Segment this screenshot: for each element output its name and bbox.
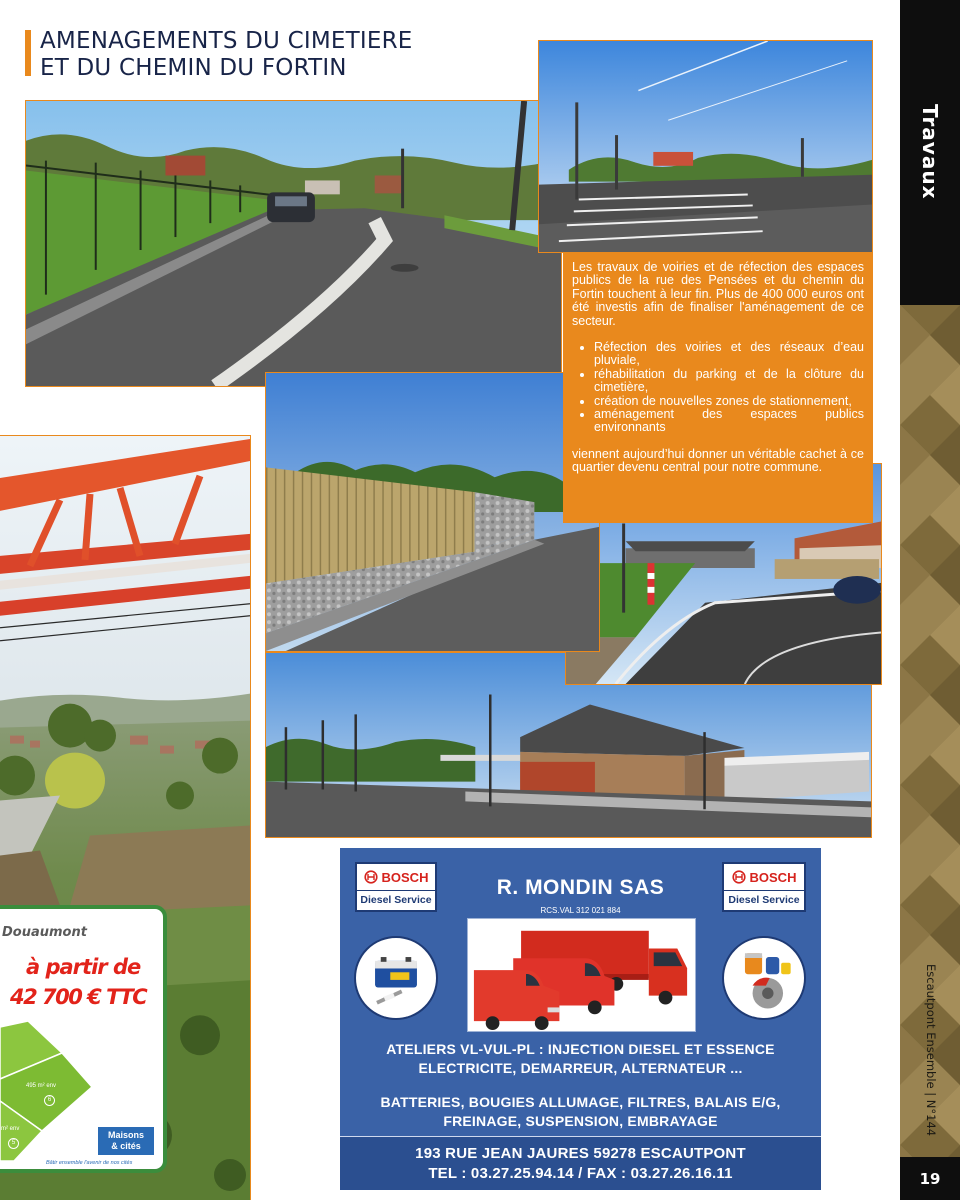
article-bullet: • Réfection des voiries et des réseaux d’eau pluviale, [594, 341, 864, 368]
plot-area: 495 m² env [26, 1083, 57, 1089]
article-bullet: • aménagement des espaces publics environnants [594, 408, 864, 435]
contact-band [340, 1136, 821, 1190]
page-number: 19 [900, 1157, 960, 1200]
housing-promo-card [0, 905, 167, 1173]
section-label: Travaux [918, 104, 942, 200]
article-bullet-list [572, 341, 864, 435]
products-line-2: FREINAGE, SUSPENSION, EMBRAYAGE [443, 1113, 718, 1129]
company-address: 193 RUE JEAN JAURES 59278 ESCAUTPONT [415, 1145, 746, 1162]
products-line-1: BATTERIES, BOUGIES ALLUMAGE, FILTRES, BALAIS E/G, [380, 1094, 781, 1110]
services-line-2: ELECTRICITE, DEMARREUR, ALTERNATEUR ... [418, 1060, 743, 1076]
logo-line-1: Maisons [107, 1130, 144, 1140]
publication-label: Escautpont Ensemble | N°144 [924, 964, 938, 1137]
spark-plug-icon [377, 991, 402, 1002]
photo-chemin-road [25, 100, 562, 387]
battery-circle [354, 936, 438, 1020]
plot-area: m² env [1, 1126, 20, 1132]
plot-number: 6 [44, 1095, 55, 1106]
article-intro: Les travaux de voiries et de réfection des espaces publics de la rue des Pensées et du chemin du Fortin touchent à leur fin. Plus de 400 000 euros ont été investis afin de finaliser l'aménagement de ce secteur. [572, 260, 864, 328]
promo-price: 42 700 € TTC [10, 985, 147, 1009]
title-accent-bar [25, 30, 31, 76]
vehicles-image [467, 918, 696, 1032]
article-text-box [563, 253, 873, 523]
battery-icon [375, 957, 417, 987]
brake-disc-icon [753, 978, 783, 1009]
bosch-brand-text: BOSCH [749, 869, 797, 885]
logo-line-2: & cités [111, 1141, 141, 1151]
photo-gabion-fence [265, 372, 600, 652]
plot-number: 5 [8, 1138, 19, 1149]
article-bullet: • réhabilitation du parking et de la clôture du cimetière, [594, 368, 864, 395]
company-phone: TEL : 03.27.25.94.14 / FAX : 03.27.26.16.11 [428, 1165, 733, 1182]
title-line-1: AMENAGEMENTS DU CIMETIERE [40, 28, 413, 54]
bosch-brand-text: BOSCH [381, 869, 429, 885]
article-conclusion: viennent aujourd’hui donner un véritable cachet à ce quartier devenu central pour notre commune. [572, 446, 864, 475]
oil-filter-icon [745, 953, 791, 974]
parts-circle [722, 936, 806, 1020]
promo-tagline: Bâtir ensemble l'avenir de nos cités [46, 1160, 133, 1166]
page-title [40, 28, 413, 82]
plot-map [0, 1021, 110, 1161]
promo-price-prefix: à partir de [26, 955, 141, 979]
bosch-sub-text: Diesel Service [724, 890, 804, 911]
article-bullet: • création de nouvelles zones de stationnement, [594, 395, 864, 408]
promo-place: Douaumont [2, 925, 87, 940]
bosch-sub-text: Diesel Service [357, 890, 435, 911]
company-rcs: RCS.VAL 312 021 884 [540, 906, 621, 915]
services-line-1: ATELIERS VL-VUL-PL : INJECTION DIESEL ET ESSENCE [386, 1041, 775, 1057]
title-line-2: ET DU CHEMIN DU FORTIN [40, 55, 347, 81]
photo-parking [538, 40, 873, 253]
maisons-cites-logo [98, 1127, 154, 1155]
company-name: R. MONDIN SAS [496, 876, 665, 899]
garage-advertisement [340, 848, 821, 1190]
